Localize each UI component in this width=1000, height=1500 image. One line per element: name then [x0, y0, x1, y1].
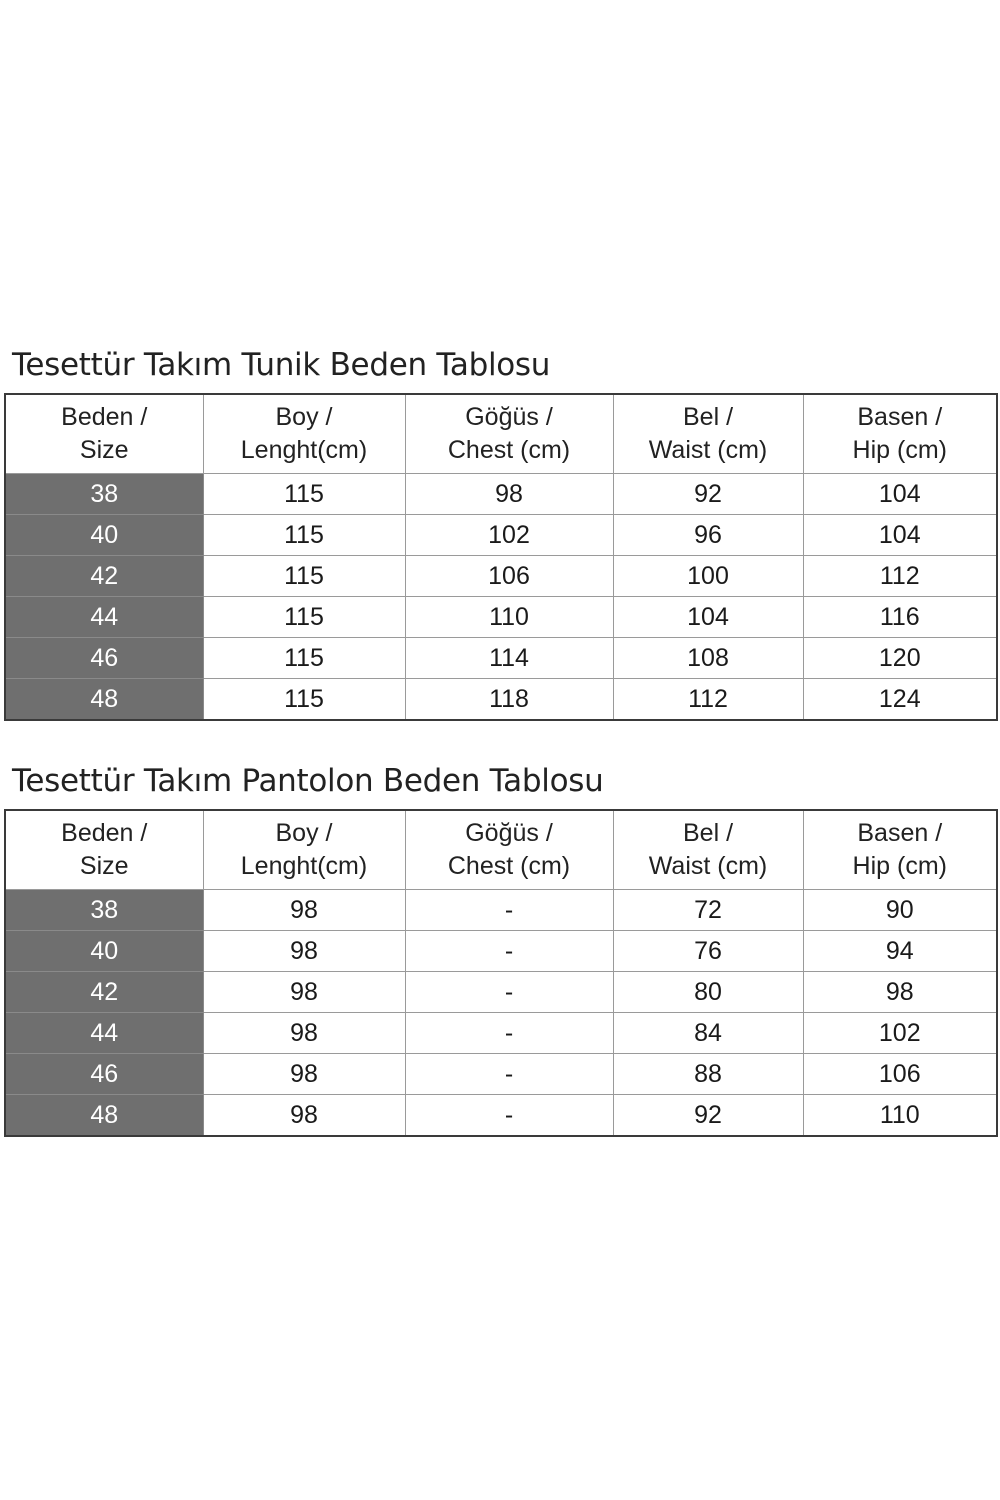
header-waist: Bel / Waist (cm) — [613, 394, 803, 474]
length-cell: 115 — [203, 638, 405, 679]
chest-cell: - — [405, 931, 613, 972]
hip-cell: 102 — [803, 1013, 997, 1054]
chest-cell: 118 — [405, 679, 613, 721]
table-row — [5, 597, 997, 638]
length-cell: 115 — [203, 679, 405, 721]
header-hip: Basen / Hip (cm) — [803, 810, 997, 890]
header-size: Beden / Size — [5, 394, 203, 474]
pantolon-size-chart — [0, 761, 1000, 1129]
waist-cell: 92 — [613, 474, 803, 515]
length-cell: 98 — [203, 972, 405, 1013]
hip-cell: 106 — [803, 1054, 997, 1095]
length-cell: 98 — [203, 890, 405, 931]
chest-cell: 102 — [405, 515, 613, 556]
waist-cell: 80 — [613, 972, 803, 1013]
table-header-row — [5, 394, 997, 474]
tunik-size-table — [4, 393, 998, 721]
size-cell: 42 — [5, 972, 203, 1013]
size-cell: 40 — [5, 931, 203, 972]
waist-cell: 100 — [613, 556, 803, 597]
waist-cell: 84 — [613, 1013, 803, 1054]
length-cell: 115 — [203, 556, 405, 597]
pantolon-chart-title: Tesettür Takım Pantolon Beden Tablosu — [12, 763, 604, 799]
header-hip: Basen / Hip (cm) — [803, 394, 997, 474]
waist-cell: 88 — [613, 1054, 803, 1095]
table-row — [5, 1013, 997, 1054]
tunik-size-chart — [0, 345, 1000, 713]
pantolon-size-table — [4, 809, 998, 1137]
table-row — [5, 638, 997, 679]
chest-cell: 114 — [405, 638, 613, 679]
waist-cell: 92 — [613, 1095, 803, 1137]
hip-cell: 94 — [803, 931, 997, 972]
chest-cell: 110 — [405, 597, 613, 638]
size-cell: 48 — [5, 1095, 203, 1137]
chest-cell: - — [405, 972, 613, 1013]
size-cell: 40 — [5, 515, 203, 556]
hip-cell: 98 — [803, 972, 997, 1013]
waist-cell: 108 — [613, 638, 803, 679]
size-cell: 46 — [5, 638, 203, 679]
chest-cell: - — [405, 1013, 613, 1054]
table-row — [5, 890, 997, 931]
hip-cell: 110 — [803, 1095, 997, 1137]
length-cell: 98 — [203, 1013, 405, 1054]
chest-cell: 98 — [405, 474, 613, 515]
header-size: Beden / Size — [5, 810, 203, 890]
header-chest: Göğüs / Chest (cm) — [405, 810, 613, 890]
header-chest: Göğüs / Chest (cm) — [405, 394, 613, 474]
waist-cell: 72 — [613, 890, 803, 931]
table-row — [5, 679, 997, 721]
size-cell: 46 — [5, 1054, 203, 1095]
table-row — [5, 1095, 997, 1137]
hip-cell: 104 — [803, 515, 997, 556]
waist-cell: 112 — [613, 679, 803, 721]
hip-cell: 116 — [803, 597, 997, 638]
table-header-row — [5, 810, 997, 890]
length-cell: 115 — [203, 474, 405, 515]
table-row — [5, 556, 997, 597]
table-row — [5, 515, 997, 556]
length-cell: 98 — [203, 1095, 405, 1137]
waist-cell: 96 — [613, 515, 803, 556]
hip-cell: 112 — [803, 556, 997, 597]
table-row — [5, 474, 997, 515]
size-cell: 48 — [5, 679, 203, 721]
table-row — [5, 972, 997, 1013]
length-cell: 98 — [203, 1054, 405, 1095]
length-cell: 115 — [203, 515, 405, 556]
tunik-chart-title: Tesettür Takım Tunik Beden Tablosu — [12, 347, 551, 383]
hip-cell: 90 — [803, 890, 997, 931]
size-cell: 42 — [5, 556, 203, 597]
size-cell: 44 — [5, 1013, 203, 1054]
table-row — [5, 931, 997, 972]
chest-cell: - — [405, 1095, 613, 1137]
length-cell: 115 — [203, 597, 405, 638]
hip-cell: 104 — [803, 474, 997, 515]
chest-cell: - — [405, 890, 613, 931]
table-row — [5, 1054, 997, 1095]
hip-cell: 120 — [803, 638, 997, 679]
size-cell: 38 — [5, 890, 203, 931]
size-cell: 38 — [5, 474, 203, 515]
header-length: Boy / Lenght(cm) — [203, 810, 405, 890]
header-length: Boy / Lenght(cm) — [203, 394, 405, 474]
size-cell: 44 — [5, 597, 203, 638]
waist-cell: 104 — [613, 597, 803, 638]
chest-cell: 106 — [405, 556, 613, 597]
length-cell: 98 — [203, 931, 405, 972]
waist-cell: 76 — [613, 931, 803, 972]
chest-cell: - — [405, 1054, 613, 1095]
hip-cell: 124 — [803, 679, 997, 721]
header-waist: Bel / Waist (cm) — [613, 810, 803, 890]
